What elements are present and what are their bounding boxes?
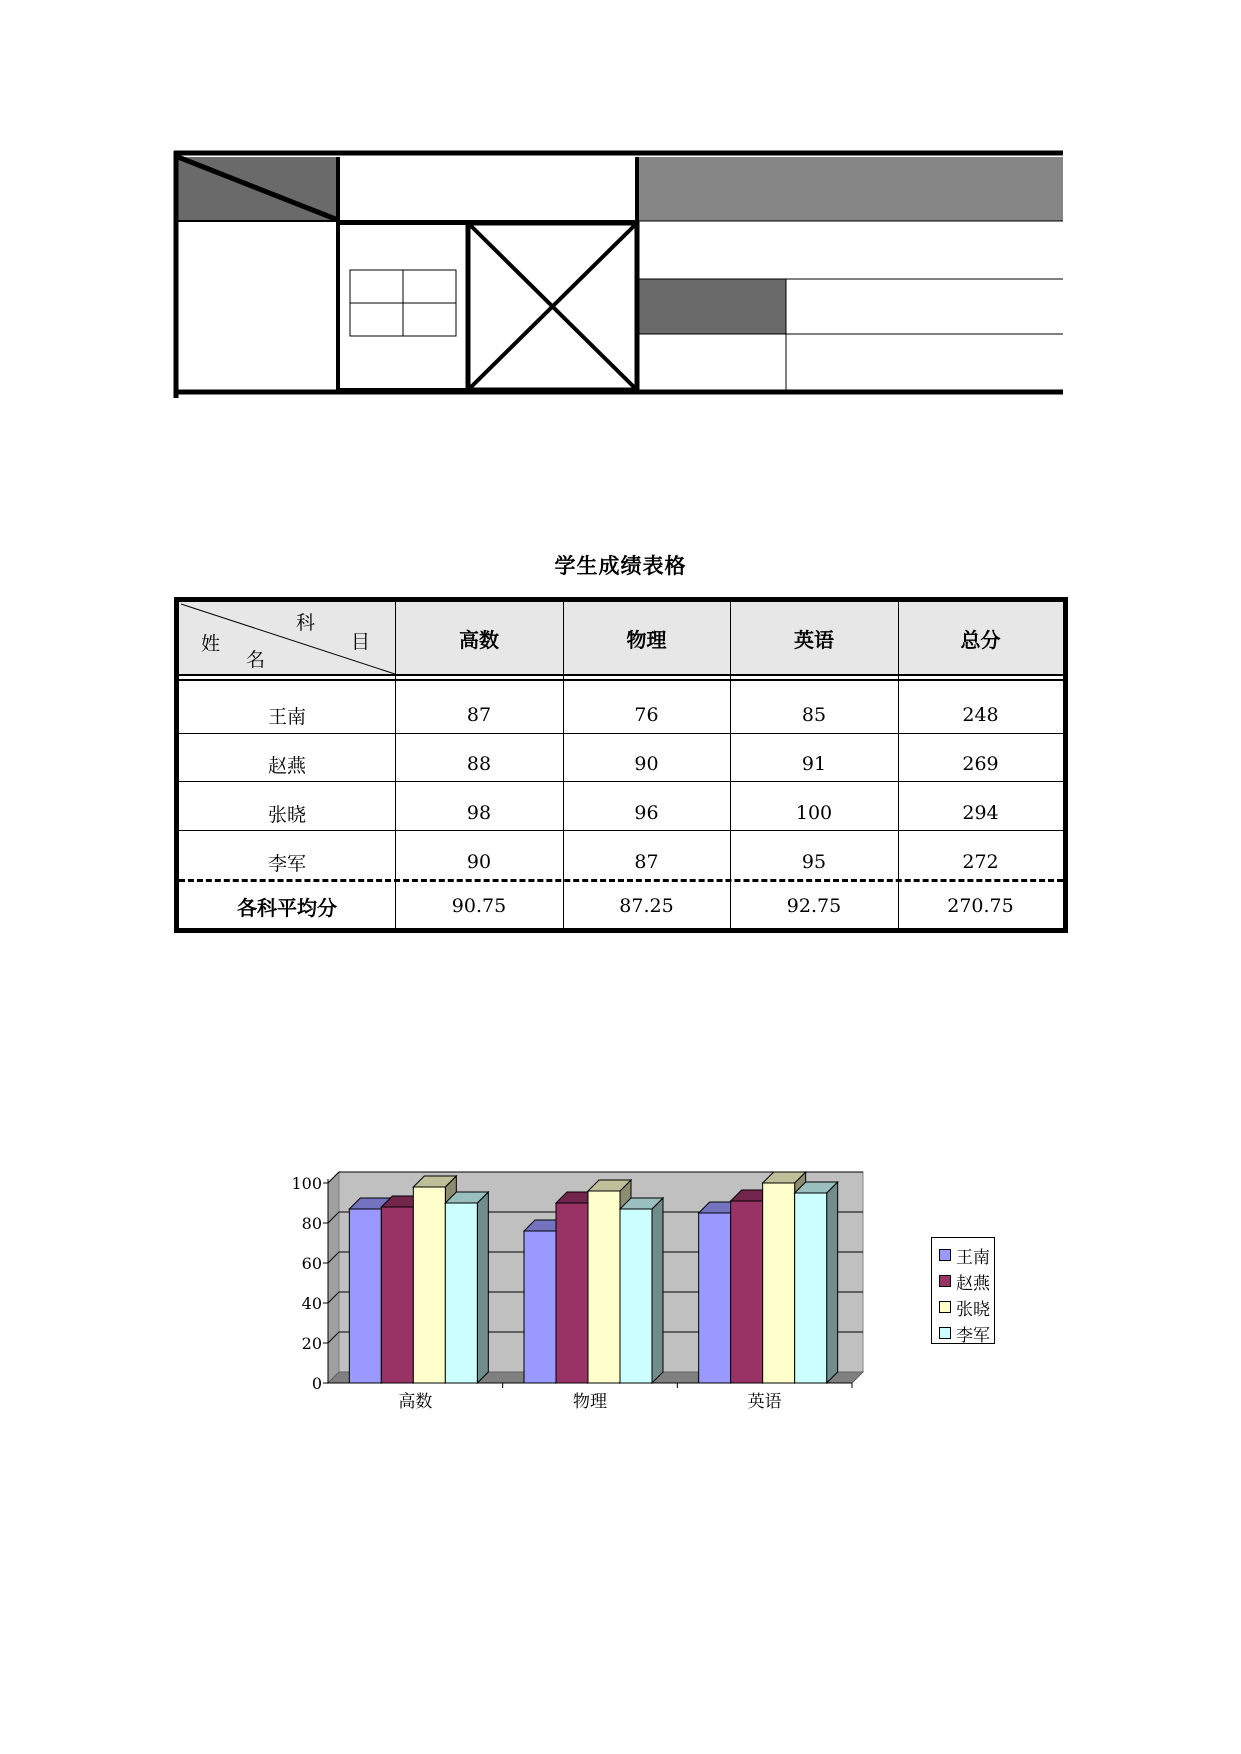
row1-zongfen: 248	[962, 704, 999, 726]
legend-item: 李军	[932, 1320, 994, 1346]
bar-front	[699, 1213, 731, 1383]
bar-side	[827, 1182, 838, 1383]
row3-gaoshu: 98	[466, 802, 492, 824]
row3-yingyu: 100	[795, 802, 833, 824]
legend-swatch	[939, 1327, 951, 1339]
table-title: 学生成绩表格	[554, 554, 687, 578]
legend-item: 王南	[932, 1242, 994, 1268]
header-yingyu: 英语	[794, 627, 834, 652]
bar-side	[477, 1192, 488, 1383]
legend-swatch	[939, 1275, 951, 1287]
row3-name: 张晓	[267, 803, 306, 826]
bar-front	[556, 1203, 588, 1383]
bar-front	[620, 1209, 652, 1383]
bar-front	[381, 1207, 413, 1383]
y-tick-label: 0	[311, 1374, 322, 1393]
row3-wuli: 96	[634, 802, 659, 824]
bar-front	[795, 1193, 827, 1383]
row2-name: 赵燕	[267, 754, 306, 777]
row4-zongfen: 272	[962, 851, 999, 873]
header-zongfen: 总分	[960, 627, 1001, 652]
bar-front	[524, 1231, 556, 1383]
row1-gaoshu: 87	[466, 704, 492, 726]
y-tick-label: 80	[301, 1214, 322, 1233]
bar	[445, 1192, 488, 1383]
legend-item: 赵燕	[932, 1268, 994, 1294]
x-tick-label: 英语	[747, 1392, 782, 1412]
corner-label-top: 科	[296, 612, 316, 634]
row2-yingyu: 91	[801, 753, 827, 775]
average-wuli: 87.25	[619, 895, 674, 917]
bar	[795, 1182, 838, 1383]
row2-gaoshu: 88	[466, 753, 492, 775]
x-tick-label: 物理	[573, 1392, 607, 1412]
bar-front	[413, 1187, 445, 1383]
chart-legend	[931, 1237, 995, 1344]
corner-label-right: 目	[351, 631, 371, 653]
row1-yingyu: 85	[801, 704, 827, 726]
y-tick-label: 40	[301, 1294, 322, 1313]
legend-item: 张晓	[932, 1294, 994, 1320]
average-gaoshu: 90.75	[451, 895, 507, 917]
bar	[620, 1198, 663, 1383]
plot-side-wall	[328, 1172, 339, 1383]
average-zongfen: 270.75	[947, 895, 1014, 917]
y-tick-label: 20	[301, 1334, 322, 1353]
header-gaoshu: 高数	[459, 627, 499, 652]
bar-front	[445, 1203, 477, 1383]
row4-gaoshu: 90	[466, 851, 492, 873]
row4-name: 李军	[267, 852, 306, 875]
bar-front	[349, 1209, 381, 1383]
row2-wuli: 90	[634, 753, 659, 775]
y-tick-label: 100	[291, 1174, 322, 1193]
bar-front	[731, 1201, 763, 1383]
row3-zongfen: 294	[962, 802, 999, 824]
row4-wuli: 87	[634, 851, 659, 873]
bar-front	[763, 1183, 795, 1383]
row1-name: 王南	[267, 705, 306, 728]
legend-swatch	[939, 1249, 951, 1261]
y-tick-label: 60	[301, 1254, 322, 1273]
legend-swatch	[939, 1301, 951, 1313]
x-tick-label: 高数	[398, 1392, 433, 1412]
bar-front	[588, 1191, 620, 1383]
average-label: 各科平均分	[237, 895, 337, 920]
row4-yingyu: 95	[801, 851, 827, 873]
corner-label-left: 姓	[201, 633, 221, 655]
bar-side	[652, 1198, 663, 1383]
row1-wuli: 76	[634, 704, 659, 726]
header-wuli: 物理	[626, 627, 667, 652]
row2-zongfen: 269	[962, 753, 999, 775]
corner-label-bottom: 名	[246, 649, 266, 671]
average-yingyu: 92.75	[786, 895, 842, 917]
